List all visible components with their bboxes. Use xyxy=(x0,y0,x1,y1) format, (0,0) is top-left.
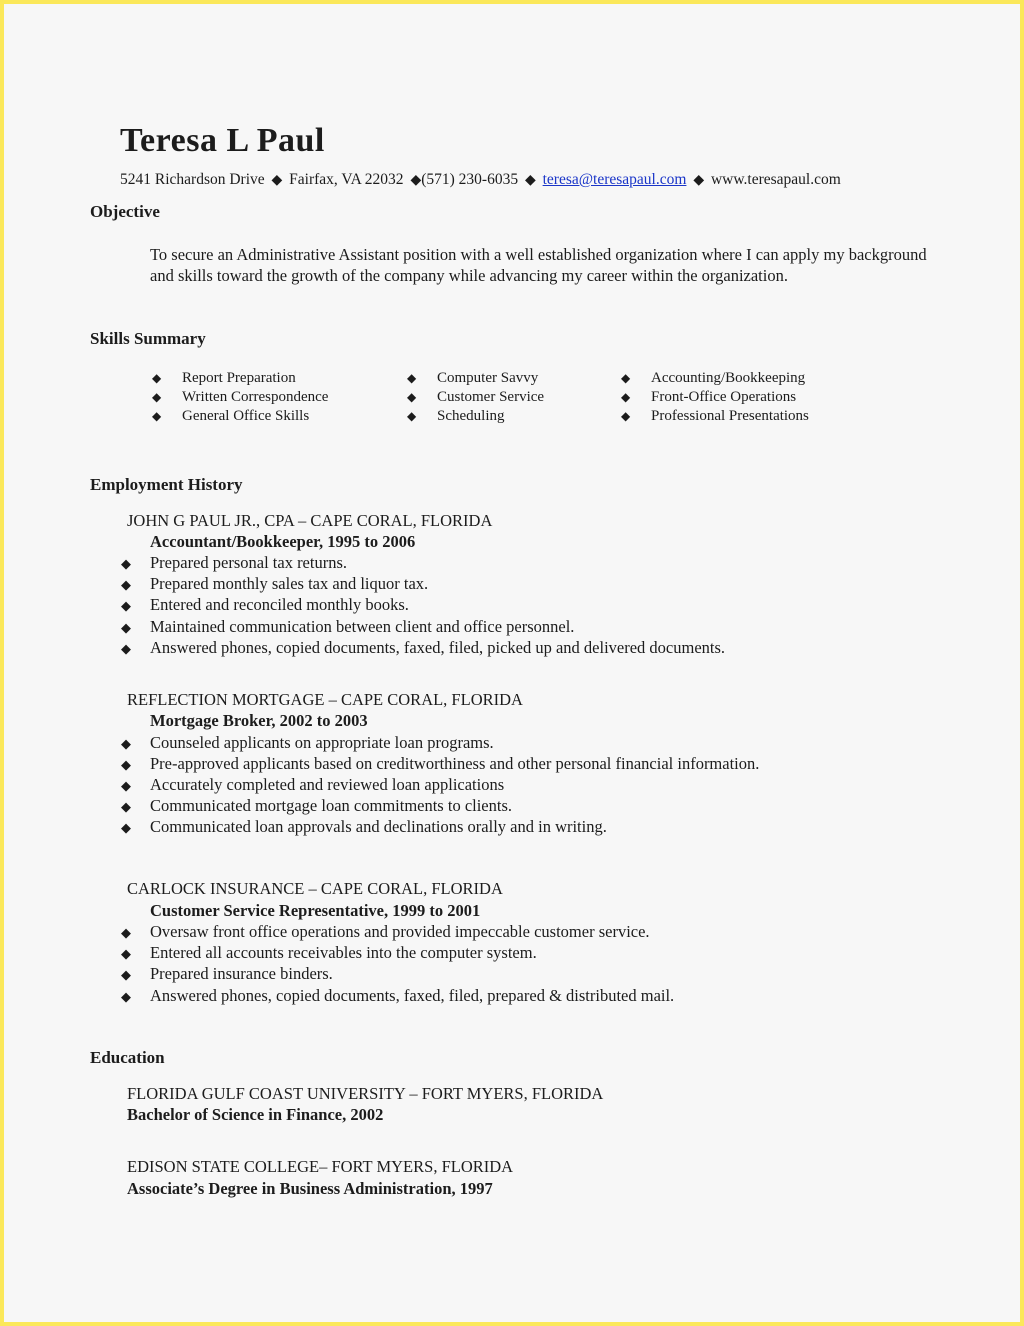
diamond-icon: ◆ xyxy=(121,556,131,571)
job-title: Mortgage Broker, 2002 to 2003 xyxy=(150,711,368,730)
duty-item: ◆ Communicated loan approvals and declinations orally and in writing. xyxy=(121,817,607,836)
diamond-icon: ◆ xyxy=(410,173,422,188)
diamond-icon: ◆ xyxy=(152,371,162,385)
duty-item: ◆ Prepared personal tax returns. xyxy=(121,553,348,572)
duty-item: ◆ Accurately completed and reviewed loan applications xyxy=(121,775,505,794)
duty-item: ◆ Entered and reconciled monthly books. xyxy=(121,595,409,614)
diamond-icon: ◆ xyxy=(121,577,131,592)
job-title: Customer Service Representative, 1999 to 2001 xyxy=(150,901,481,920)
candidate-name: Teresa L Paul xyxy=(120,122,325,159)
skill-item: ◆ Computer Savvy xyxy=(407,370,539,386)
diamond-icon: ◆ xyxy=(121,757,131,772)
contact-line xyxy=(120,171,841,189)
employer: REFLECTION MORTGAGE – CAPE CORAL, FLORIDA xyxy=(127,690,523,709)
diamond-icon: ◆ xyxy=(121,778,131,793)
skill-item: ◆ Report Preparation xyxy=(152,370,296,386)
duty-item: ◆ Answered phones, copied documents, faxed, filed, prepared & distributed mail. xyxy=(121,986,675,1005)
duty-item: ◆ Pre-approved applicants based on creditworthiness and other personal financial information. xyxy=(121,754,760,773)
diamond-icon: ◆ xyxy=(407,371,417,385)
job-title: Accountant/Bookkeeper, 1995 to 2006 xyxy=(150,532,416,551)
skill-item: ◆ Customer Service xyxy=(407,389,545,405)
duty-item: ◆ Maintained communication between client and office personnel. xyxy=(121,617,575,636)
skill-item: ◆ Professional Presentations xyxy=(621,408,809,424)
address: 5241 Richardson Drive xyxy=(120,171,265,188)
skills-heading: Skills Summary xyxy=(90,329,206,348)
diamond-icon: ◆ xyxy=(121,799,131,814)
diamond-icon: ◆ xyxy=(621,390,631,404)
diamond-icon: ◆ xyxy=(152,390,162,404)
phone: (571) 230-6035 xyxy=(421,171,519,188)
diamond-icon: ◆ xyxy=(407,390,417,404)
diamond-icon: ◆ xyxy=(121,620,131,635)
degree: Associate’s Degree in Business Administration, 1997 xyxy=(127,1179,493,1198)
duty-item: ◆ Prepared insurance binders. xyxy=(121,964,333,983)
diamond-icon: ◆ xyxy=(152,409,162,423)
diamond-icon: ◆ xyxy=(693,173,705,188)
diamond-icon: ◆ xyxy=(121,736,131,751)
email-link[interactable]: teresa@teresapaul.com xyxy=(542,171,687,188)
employment-heading: Employment History xyxy=(90,475,243,494)
diamond-icon: ◆ xyxy=(524,173,536,188)
diamond-icon: ◆ xyxy=(271,173,283,188)
skill-item: ◆ Written Correspondence xyxy=(152,389,329,405)
employer: JOHN G PAUL JR., CPA – CAPE CORAL, FLORIDA xyxy=(127,511,493,530)
duty-item: ◆ Counseled applicants on appropriate loan programs. xyxy=(121,733,494,752)
diamond-icon: ◆ xyxy=(621,371,631,385)
diamond-icon: ◆ xyxy=(121,989,131,1004)
diamond-icon: ◆ xyxy=(121,946,131,961)
duty-item: ◆ Prepared monthly sales tax and liquor tax. xyxy=(121,574,429,593)
objective-heading: Objective xyxy=(90,202,160,221)
skill-item: ◆ Front-Office Operations xyxy=(621,389,797,405)
duty-item: ◆ Oversaw front office operations and provided impeccable customer service. xyxy=(121,922,650,941)
duty-item: ◆ Communicated mortgage loan commitments to clients. xyxy=(121,796,513,815)
website: www.teresapaul.com xyxy=(710,171,841,188)
diamond-icon: ◆ xyxy=(121,598,131,613)
diamond-icon: ◆ xyxy=(121,967,131,982)
diamond-icon: ◆ xyxy=(121,925,131,940)
school-name: EDISON STATE COLLEGE– FORT MYERS, FLORIDA xyxy=(127,1157,514,1176)
resume-page xyxy=(4,4,1020,1322)
city: Fairfax, VA 22032 xyxy=(289,171,404,188)
skill-item: ◆ Accounting/Bookkeeping xyxy=(621,370,806,386)
employer: CARLOCK INSURANCE – CAPE CORAL, FLORIDA xyxy=(127,879,503,898)
diamond-icon: ◆ xyxy=(621,409,631,423)
education-heading: Education xyxy=(90,1048,165,1067)
diamond-icon: ◆ xyxy=(407,409,417,423)
school-name: FLORIDA GULF COAST UNIVERSITY – FORT MYERS, FLORIDA xyxy=(127,1084,604,1103)
degree: Bachelor of Science in Finance, 2002 xyxy=(127,1105,384,1124)
duty-item: ◆ Answered phones, copied documents, faxed, filed, picked up and delivered documents. xyxy=(121,638,726,657)
skill-item: ◆ General Office Skills xyxy=(152,408,310,424)
skill-item: ◆ Scheduling xyxy=(407,408,505,424)
diamond-icon: ◆ xyxy=(121,820,131,835)
objective-text: To secure an Administrative Assistant position with a well established organization where I can apply my background and skills toward the growth of the company while advancing my career within the organization. xyxy=(150,245,927,285)
diamond-icon: ◆ xyxy=(121,641,131,656)
duty-item: ◆ Entered all accounts receivables into the computer system. xyxy=(121,943,537,962)
